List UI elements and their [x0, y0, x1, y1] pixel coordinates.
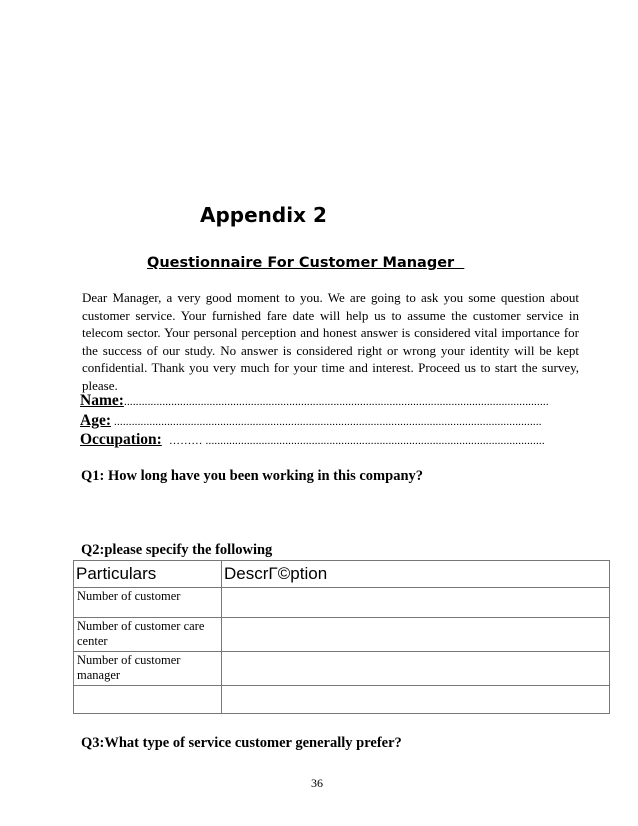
appendix-heading: Appendix 2 — [200, 203, 327, 227]
table-cell-description — [222, 652, 610, 686]
header-particulars: Particulars — [74, 561, 222, 588]
question-1: Q1: How long have you been working in this company? — [81, 468, 424, 484]
table-row — [74, 588, 610, 618]
header-description: DescrΓ©ption — [222, 561, 610, 588]
age-label: Age: — [80, 412, 111, 429]
occupation-field — [80, 431, 600, 449]
questionnaire-title: Questionnaire For Customer Manager — [147, 255, 465, 271]
occupation-label: Occupation: — [80, 431, 162, 448]
table-cell-particular: Number of customer care center — [74, 618, 222, 652]
table-cell-description — [222, 588, 610, 618]
table-header-row — [74, 561, 610, 588]
age-dotted-line: ................................................................................................................................................. — [114, 416, 542, 428]
table-row — [74, 652, 610, 686]
name-field — [80, 392, 600, 410]
intro-paragraph: Dear Manager, a very good moment to you. We are going to ask you some question about customer service. Your furnished fare date will help us to assume the customer service in telecom sector. Your personal perception and honest answer is considered vital importance for the success of our study. No answer is considered right or wrong your identity will be kept confidential. Thank you very much for your time and interest. Proceed us to start the survey, please. — [82, 290, 579, 393]
name-label: Name: — [80, 392, 124, 409]
page-number: 36 — [311, 776, 323, 790]
table-cell-particular — [74, 686, 222, 714]
question-3: Q3:What type of service customer generally prefer? — [81, 735, 402, 751]
table-cell-description — [222, 618, 610, 652]
table-cell-description — [222, 686, 610, 714]
table-cell-particular: Number of customer manager — [74, 652, 222, 686]
table-row — [74, 618, 610, 652]
age-field — [80, 412, 600, 430]
occupation-dotted-line: ……… ................................................................................................................... — [169, 435, 545, 447]
question-2: Q2:please specify the following — [81, 542, 273, 558]
particulars-table — [73, 560, 610, 714]
table-row — [74, 686, 610, 714]
name-dotted-line: ................................................................................................................................................ — [124, 396, 549, 408]
table-cell-particular: Number of customer — [74, 588, 222, 618]
